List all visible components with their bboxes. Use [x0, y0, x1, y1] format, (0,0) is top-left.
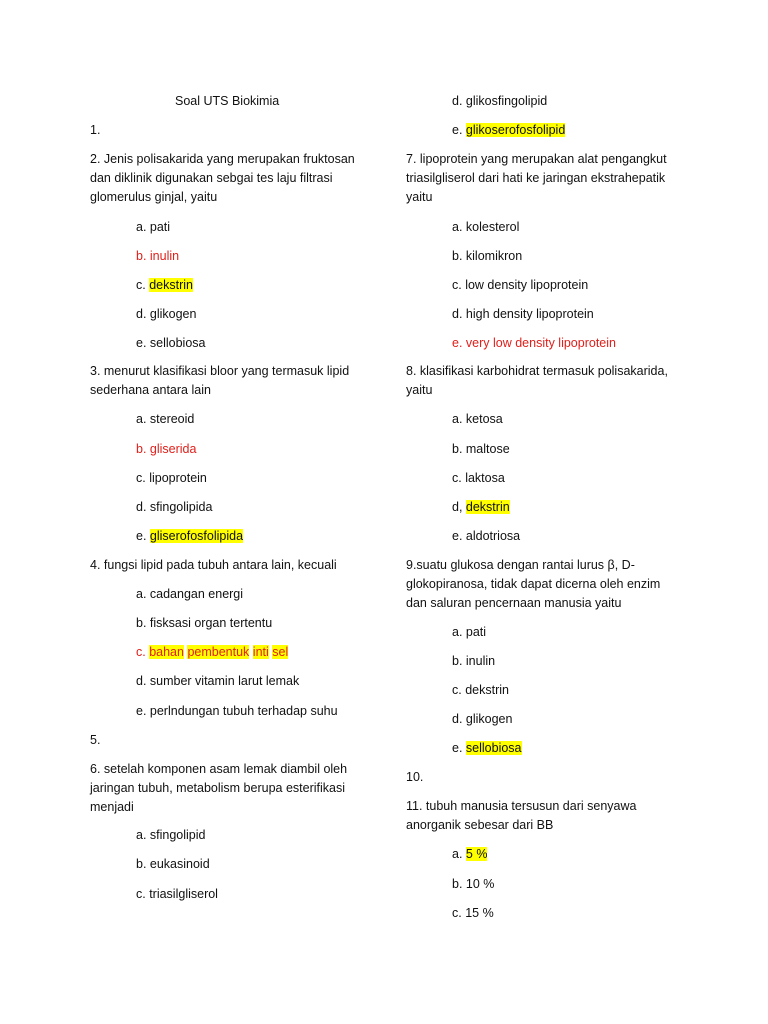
q6-option-c: c. triasilgliserol [136, 887, 218, 901]
q8-option-d-answer: dekstrin [465, 500, 510, 514]
q8-option-d [452, 498, 510, 517]
question-9-line: glokopiranosa, tidak dapat dicerna oleh enzim [406, 577, 661, 591]
q3-option-e [136, 527, 243, 546]
question-9-line: 9.suatu glukosa dengan rantai lurus β, D- [406, 558, 635, 572]
q9-option-b: b. inulin [452, 654, 496, 668]
q9-option-e-prefix: e. [452, 741, 466, 755]
q6-option-b: b. eukasinoid [136, 857, 210, 871]
q4-option-d: d. sumber vitamin larut lemak [136, 674, 300, 688]
q11-option-a-answer: 5 % [465, 847, 488, 861]
q4-option-c-word: bahan [149, 645, 184, 659]
q4-option-c-word: sel [272, 645, 289, 659]
q11-option-a-prefix: a. [452, 847, 466, 861]
question-8-line: yaitu [406, 383, 433, 397]
q9-option-c: c. dekstrin [452, 683, 509, 697]
question-11-line: anorganik sebesar dari BB [406, 818, 554, 832]
q3-option-e-answer: gliserofosfolipida [149, 529, 244, 543]
q9-option-e [452, 739, 522, 758]
q6-option-e-prefix: e. [452, 123, 466, 137]
q11-option-b: b. 10 % [452, 877, 495, 891]
question-10: 10. [406, 770, 424, 784]
q8-option-e: e. aldotriosa [452, 529, 521, 543]
q4-option-c [136, 643, 288, 662]
q3-option-c: c. lipoprotein [136, 471, 207, 485]
question-2-line: glomerulus ginjal, yaitu [90, 190, 218, 204]
q7-option-c: c. low density lipoprotein [452, 278, 589, 292]
question-6-line: menjadi [90, 800, 134, 814]
q8-option-b: b. maltose [452, 442, 510, 456]
q9-option-e-answer: sellobiosa [465, 741, 522, 755]
question-11-line: 11. tubuh manusia tersusun dari senyawa [406, 799, 637, 813]
question-7-line: yaitu [406, 190, 433, 204]
question-5: 5. [90, 733, 101, 747]
q9-option-d: d. glikogen [452, 712, 513, 726]
q7-option-e: e. very low density lipoprotein [452, 336, 616, 350]
q9-option-a: a. pati [452, 625, 487, 639]
q4-option-c-prefix: c. [136, 645, 150, 659]
question-7-line: triasilgliserol dari hati ke jaringan ekstrahepatik [406, 171, 666, 185]
q3-option-b: b. gliserida [136, 442, 197, 456]
q2-option-c-answer: dekstrin [149, 278, 193, 292]
q3-option-e-prefix: e. [136, 529, 150, 543]
q2-option-a: a. pati [136, 220, 171, 234]
question-3-line: 3. menurut klasifikasi bloor yang termasuk lipid [90, 364, 350, 378]
q4-option-b: b. fisksasi organ tertentu [136, 616, 273, 630]
document-title: Soal UTS Biokimia [175, 94, 280, 108]
question-6-line: jaringan tubuh, metabolism berupa esterifikasi [90, 781, 345, 795]
question-6-line: 6. setelah komponen asam lemak diambil oleh [90, 762, 348, 776]
question-7-line: 7. lipoprotein yang merupakan alat pengangkut [406, 152, 667, 166]
q7-option-a: a. kolesterol [452, 220, 520, 234]
q2-option-e: e. sellobiosa [136, 336, 206, 350]
q11-option-a [452, 845, 487, 864]
question-9-line: dan saluran pencernaan manusia yaitu [406, 596, 622, 610]
q4-option-a: a. cadangan energi [136, 587, 244, 601]
q11-option-c: c. 15 % [452, 906, 494, 920]
q3-option-d: d. sfingolipida [136, 500, 213, 514]
q4-option-c-word: pembentuk [187, 645, 250, 659]
q6-option-e-answer: glikoserofosfolipid [465, 123, 566, 137]
q4-option-e: e. perlndungan tubuh terhadap suhu [136, 704, 338, 718]
question-2-line: dan diklinik digunakan sebgai tes laju filtrasi [90, 171, 333, 185]
question-4-line: 4. fungsi lipid pada tubuh antara lain, kecuali [90, 558, 337, 572]
q7-option-d: d. high density lipoprotein [452, 307, 594, 321]
q2-option-c-prefix: c. [136, 278, 150, 292]
question-8-line: 8. klasifikasi karbohidrat termasuk polisakarida, [406, 364, 668, 378]
question-3-line: sederhana antara lain [90, 383, 211, 397]
q6-option-e [452, 121, 565, 140]
q7-option-b: b. kilomikron [452, 249, 523, 263]
question-2-line: 2. Jenis polisakarida yang merupakan fruktosan [90, 152, 355, 166]
q6-option-a: a. sfingolipid [136, 828, 206, 842]
q8-option-c: c. laktosa [452, 471, 505, 485]
q2-option-c [136, 276, 193, 295]
q4-option-c-word: inti [252, 645, 269, 659]
q6-option-d: d. glikosfingolipid [452, 94, 548, 108]
q2-option-d: d. glikogen [136, 307, 197, 321]
q8-option-d-prefix: d, [452, 500, 466, 514]
q2-option-b: b. inulin [136, 249, 180, 263]
q8-option-a: a. ketosa [452, 412, 503, 426]
q3-option-a: a. stereoid [136, 412, 195, 426]
question-1: 1. [90, 123, 101, 137]
